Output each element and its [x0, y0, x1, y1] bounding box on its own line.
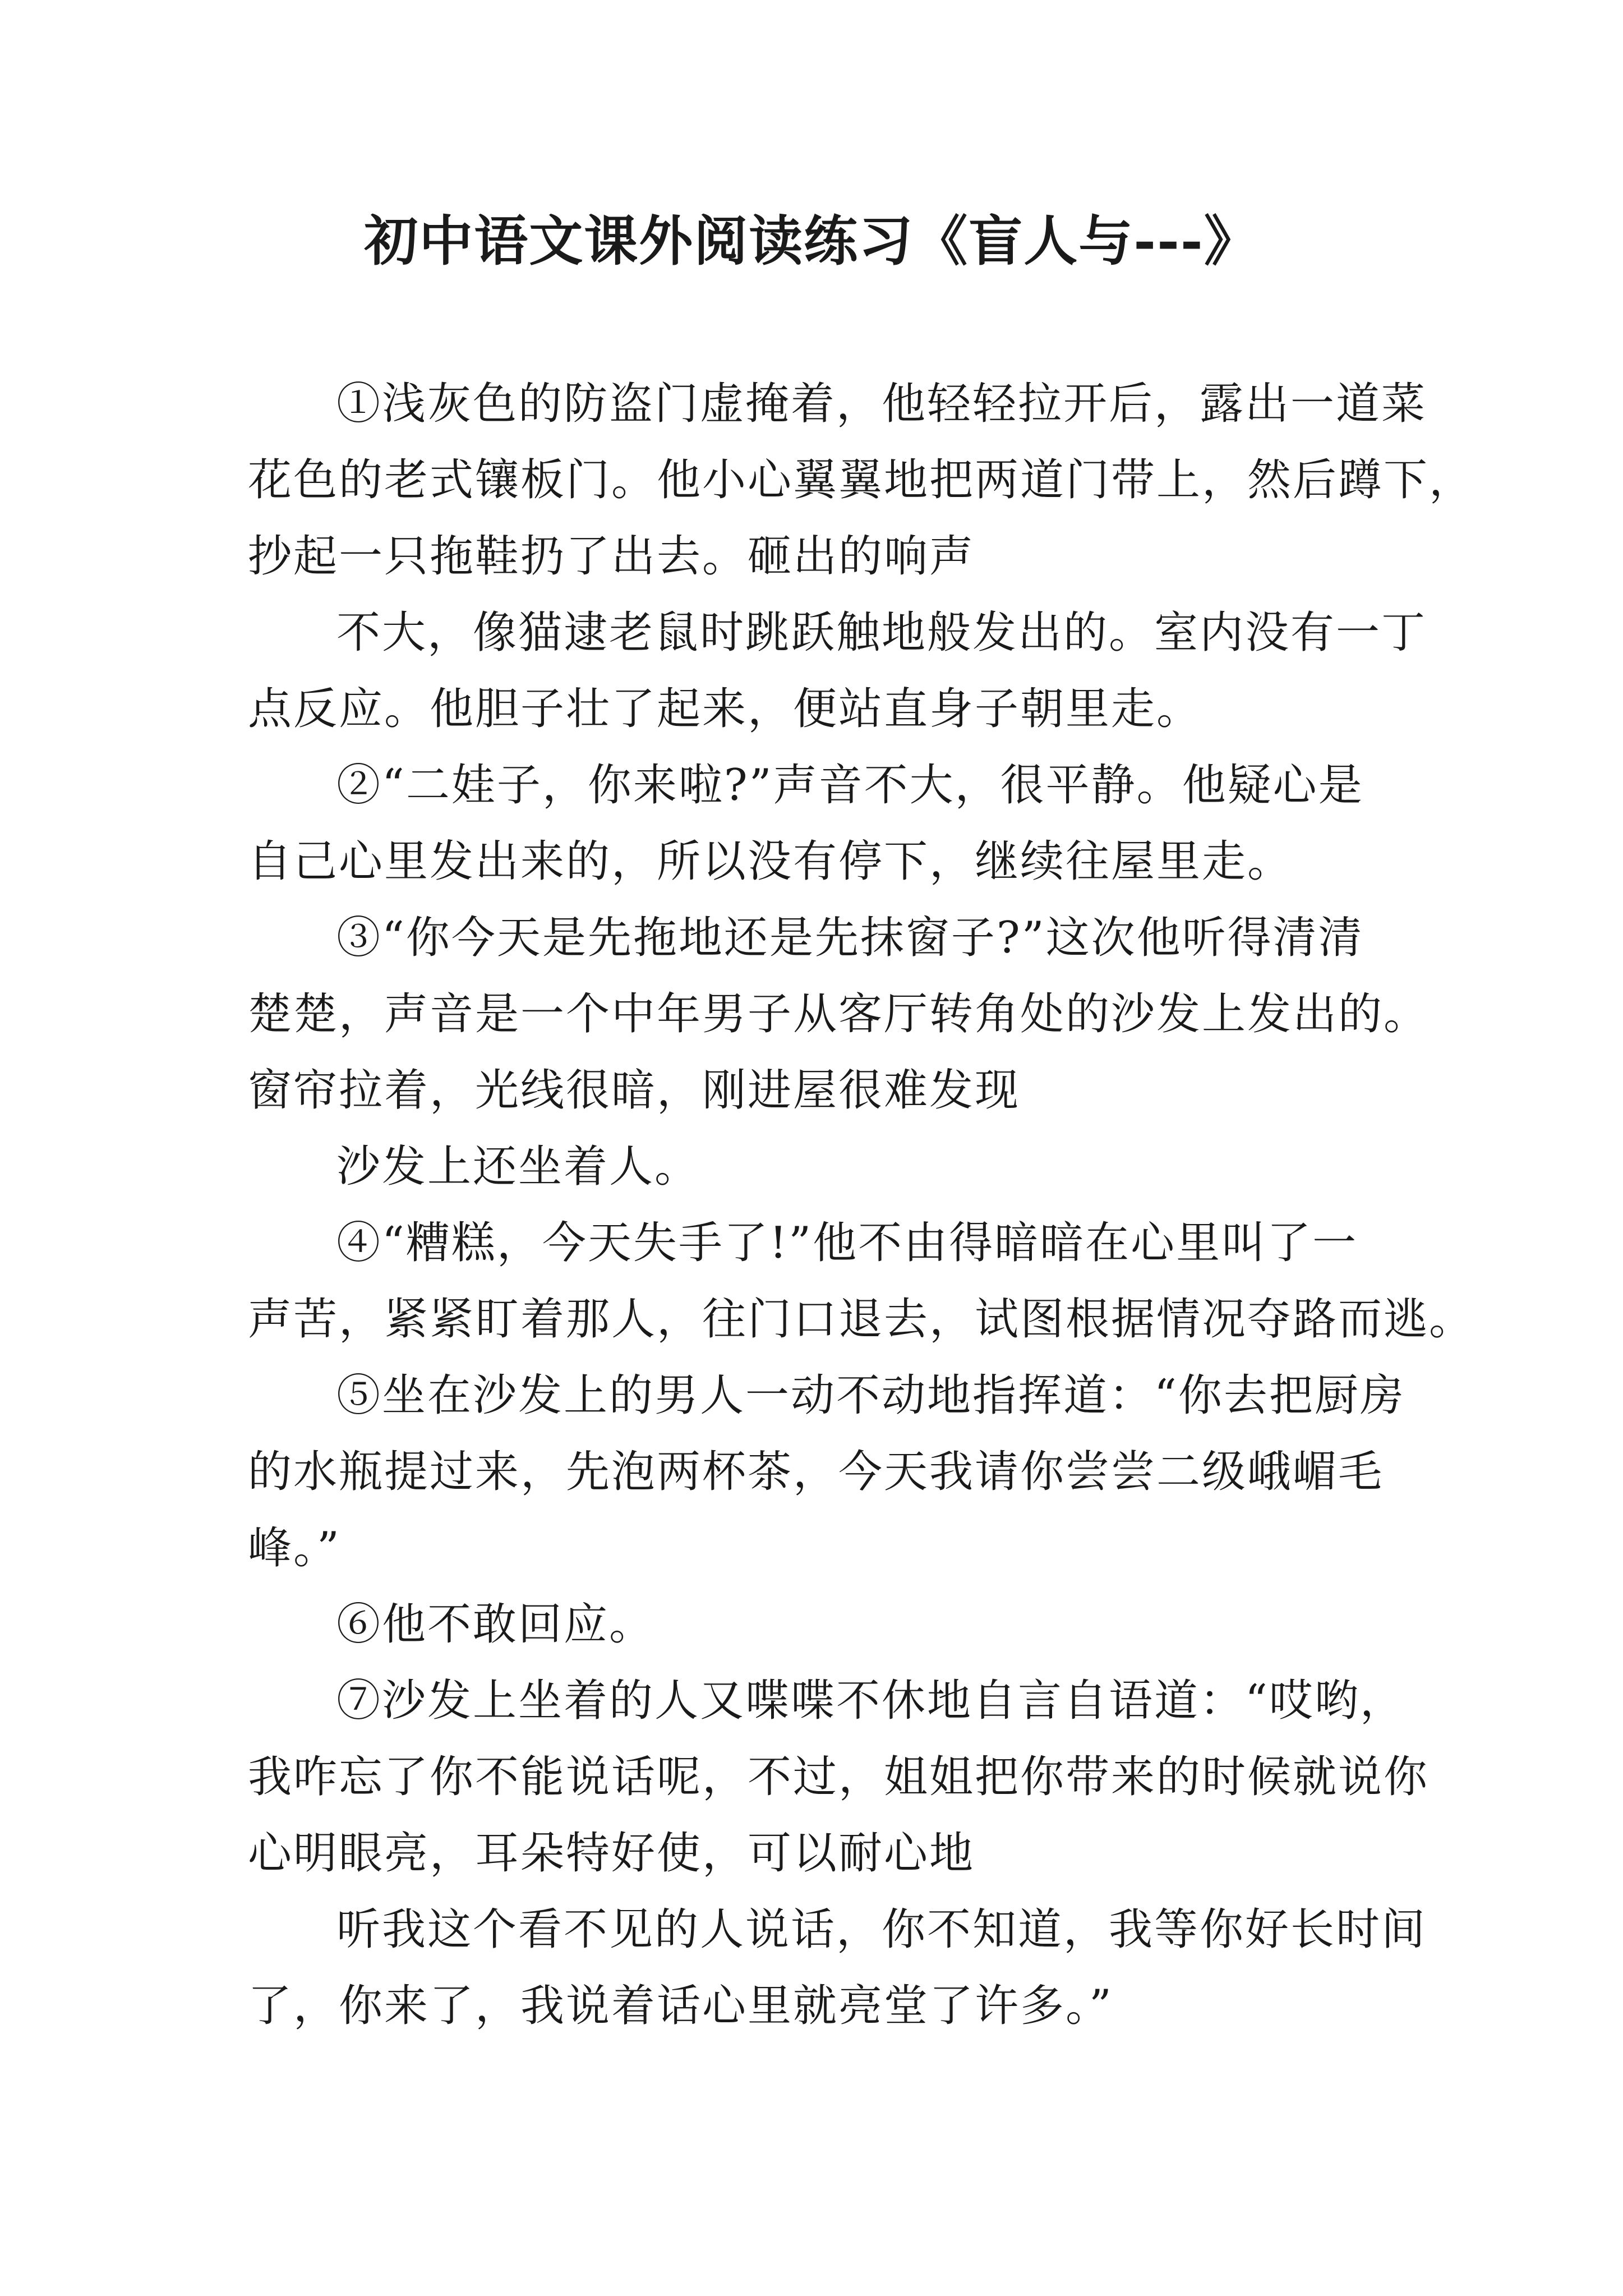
text-line: 了，你来了，我说着话心里就亮堂了许多。” [248, 1981, 1113, 2031]
text-line: 我咋忘了你不能说话呢，不过，姐姐把你带来的时候就说你 [248, 1752, 1430, 1802]
page-title: 初中语文课外阅读练习《盲人与---》 [364, 209, 1259, 273]
text-line: 点反应。他胆子壮了起来，便站直身子朝里走。 [248, 684, 1202, 734]
text-line: 峰。” [248, 1523, 341, 1573]
text-line: 抄起一只拖鞋扔了出去。砸出的响声 [248, 531, 975, 582]
text-line: ⑤坐在沙发上的男人一动不动地指挥道：“你去把厨房 [336, 1370, 1405, 1421]
text-line: 心明眼亮，耳朵特好使，可以耐心地 [248, 1828, 975, 1879]
text-line: 窗帘拉着，光线很暗，刚进屋很难发现 [248, 1065, 1021, 1116]
text-line: ⑦沙发上坐着的人又喋喋不休地自言自语道：“哎哟， [336, 1676, 1405, 1726]
text-line: 花色的老式镶板门。他小心翼翼地把两道门带上，然后蹲下， [248, 455, 1475, 505]
text-line: ③“你今天是先拖地还是先抹窗子?”这次他听得清清 [336, 913, 1364, 963]
text-line: 的水瓶提过来，先泡两杯茶，今天我请你尝尝二级峨嵋毛 [248, 1447, 1384, 1497]
text-line: 楚楚，声音是一个中年男子从客厅转角处的沙发上发出的。 [248, 989, 1430, 1039]
text-line: ⑥他不敢回应。 [336, 1599, 655, 1650]
text-line: 听我这个看不见的人说话，你不知道，我等你好长时间 [336, 1904, 1427, 1955]
text-line: 自己心里发出来的，所以没有停下，继续往屋里走。 [248, 836, 1293, 887]
article-body [248, 366, 1475, 2044]
text-line: ④“糟糕，今天失手了!”他不由得暗暗在心里叫了一 [336, 1218, 1358, 1268]
text-line: ①浅灰色的防盗门虚掩着，他轻轻拉开后，露出一道菜 [336, 379, 1427, 429]
text-line: 不大，像猫逮老鼠时跳跃触地般发出的。室内没有一丁 [336, 608, 1427, 658]
text-line: ②“二娃子，你来啦?”声音不大，很平静。他疑心是 [336, 760, 1364, 811]
text-line: 沙发上还坐着人。 [336, 1142, 700, 1192]
text-line: 声苦，紧紧盯着那人，往门口退去，试图根据情况夺路而逃。 [248, 1294, 1475, 1345]
